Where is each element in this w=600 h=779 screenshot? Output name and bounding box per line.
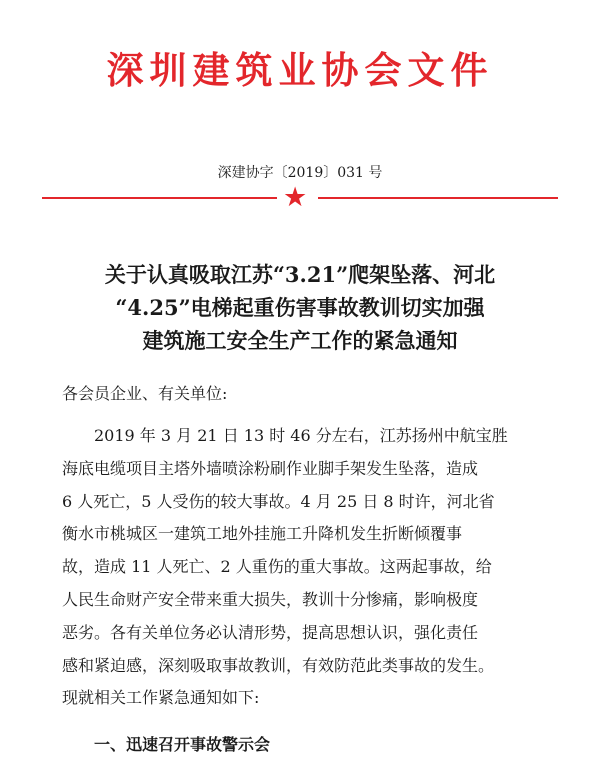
body-line: 6 人死亡，5 人受伤的较大事故。4 月 25 日 8 时许，河北省 — [62, 491, 495, 511]
body-line: 衡水市桃城区一建筑工地外挂施工升降机发生折断倾覆事 — [62, 524, 463, 544]
document-header-title: 深圳建筑业协会文件 — [106, 48, 494, 92]
salutation: 各会员企业、有关单位: — [62, 384, 228, 403]
red-divider-right — [318, 197, 558, 199]
notice-title-line: “4.25”电梯起重伤害事故教训切实加强 — [115, 295, 485, 320]
red-divider-left — [42, 197, 277, 199]
notice-title-line: 关于认真吸取江苏“3.21”爬架坠落、河北 — [104, 262, 496, 287]
body-line: 感和紧迫感，深刻吸取事故教训，有效防范此类事故的发生。 — [62, 655, 495, 675]
section-heading: 一、迅速召开事故警示会 — [94, 735, 271, 754]
body-line: 2019 年 3 月 21 日 13 时 46 分左右，江苏扬州中航宝胜 — [94, 426, 508, 445]
star-icon: ★ — [283, 182, 308, 213]
body-paragraph — [62, 420, 562, 715]
notice-title-line: 建筑施工安全生产工作的紧急通知 — [142, 328, 458, 353]
body-line: 人民生命财产安全带来重大损失，教训十分惨痛，影响极度 — [62, 589, 479, 609]
body-line: 恶劣。各有关单位务必认清形势，提高思想认识，强化责任 — [62, 622, 479, 642]
body-line: 现就相关工作紧急通知如下: — [62, 688, 260, 708]
notice-title — [40, 258, 560, 357]
body-line: 故，造成 11 人死亡、2 人重伤的重大事故。这两起事故，给 — [62, 557, 492, 577]
body-line: 海底电缆项目主塔外墙喷涂粉刷作业脚手架发生坠落，造成 — [62, 458, 479, 478]
document-number: 深建协字〔2019〕031 号 — [217, 165, 383, 181]
